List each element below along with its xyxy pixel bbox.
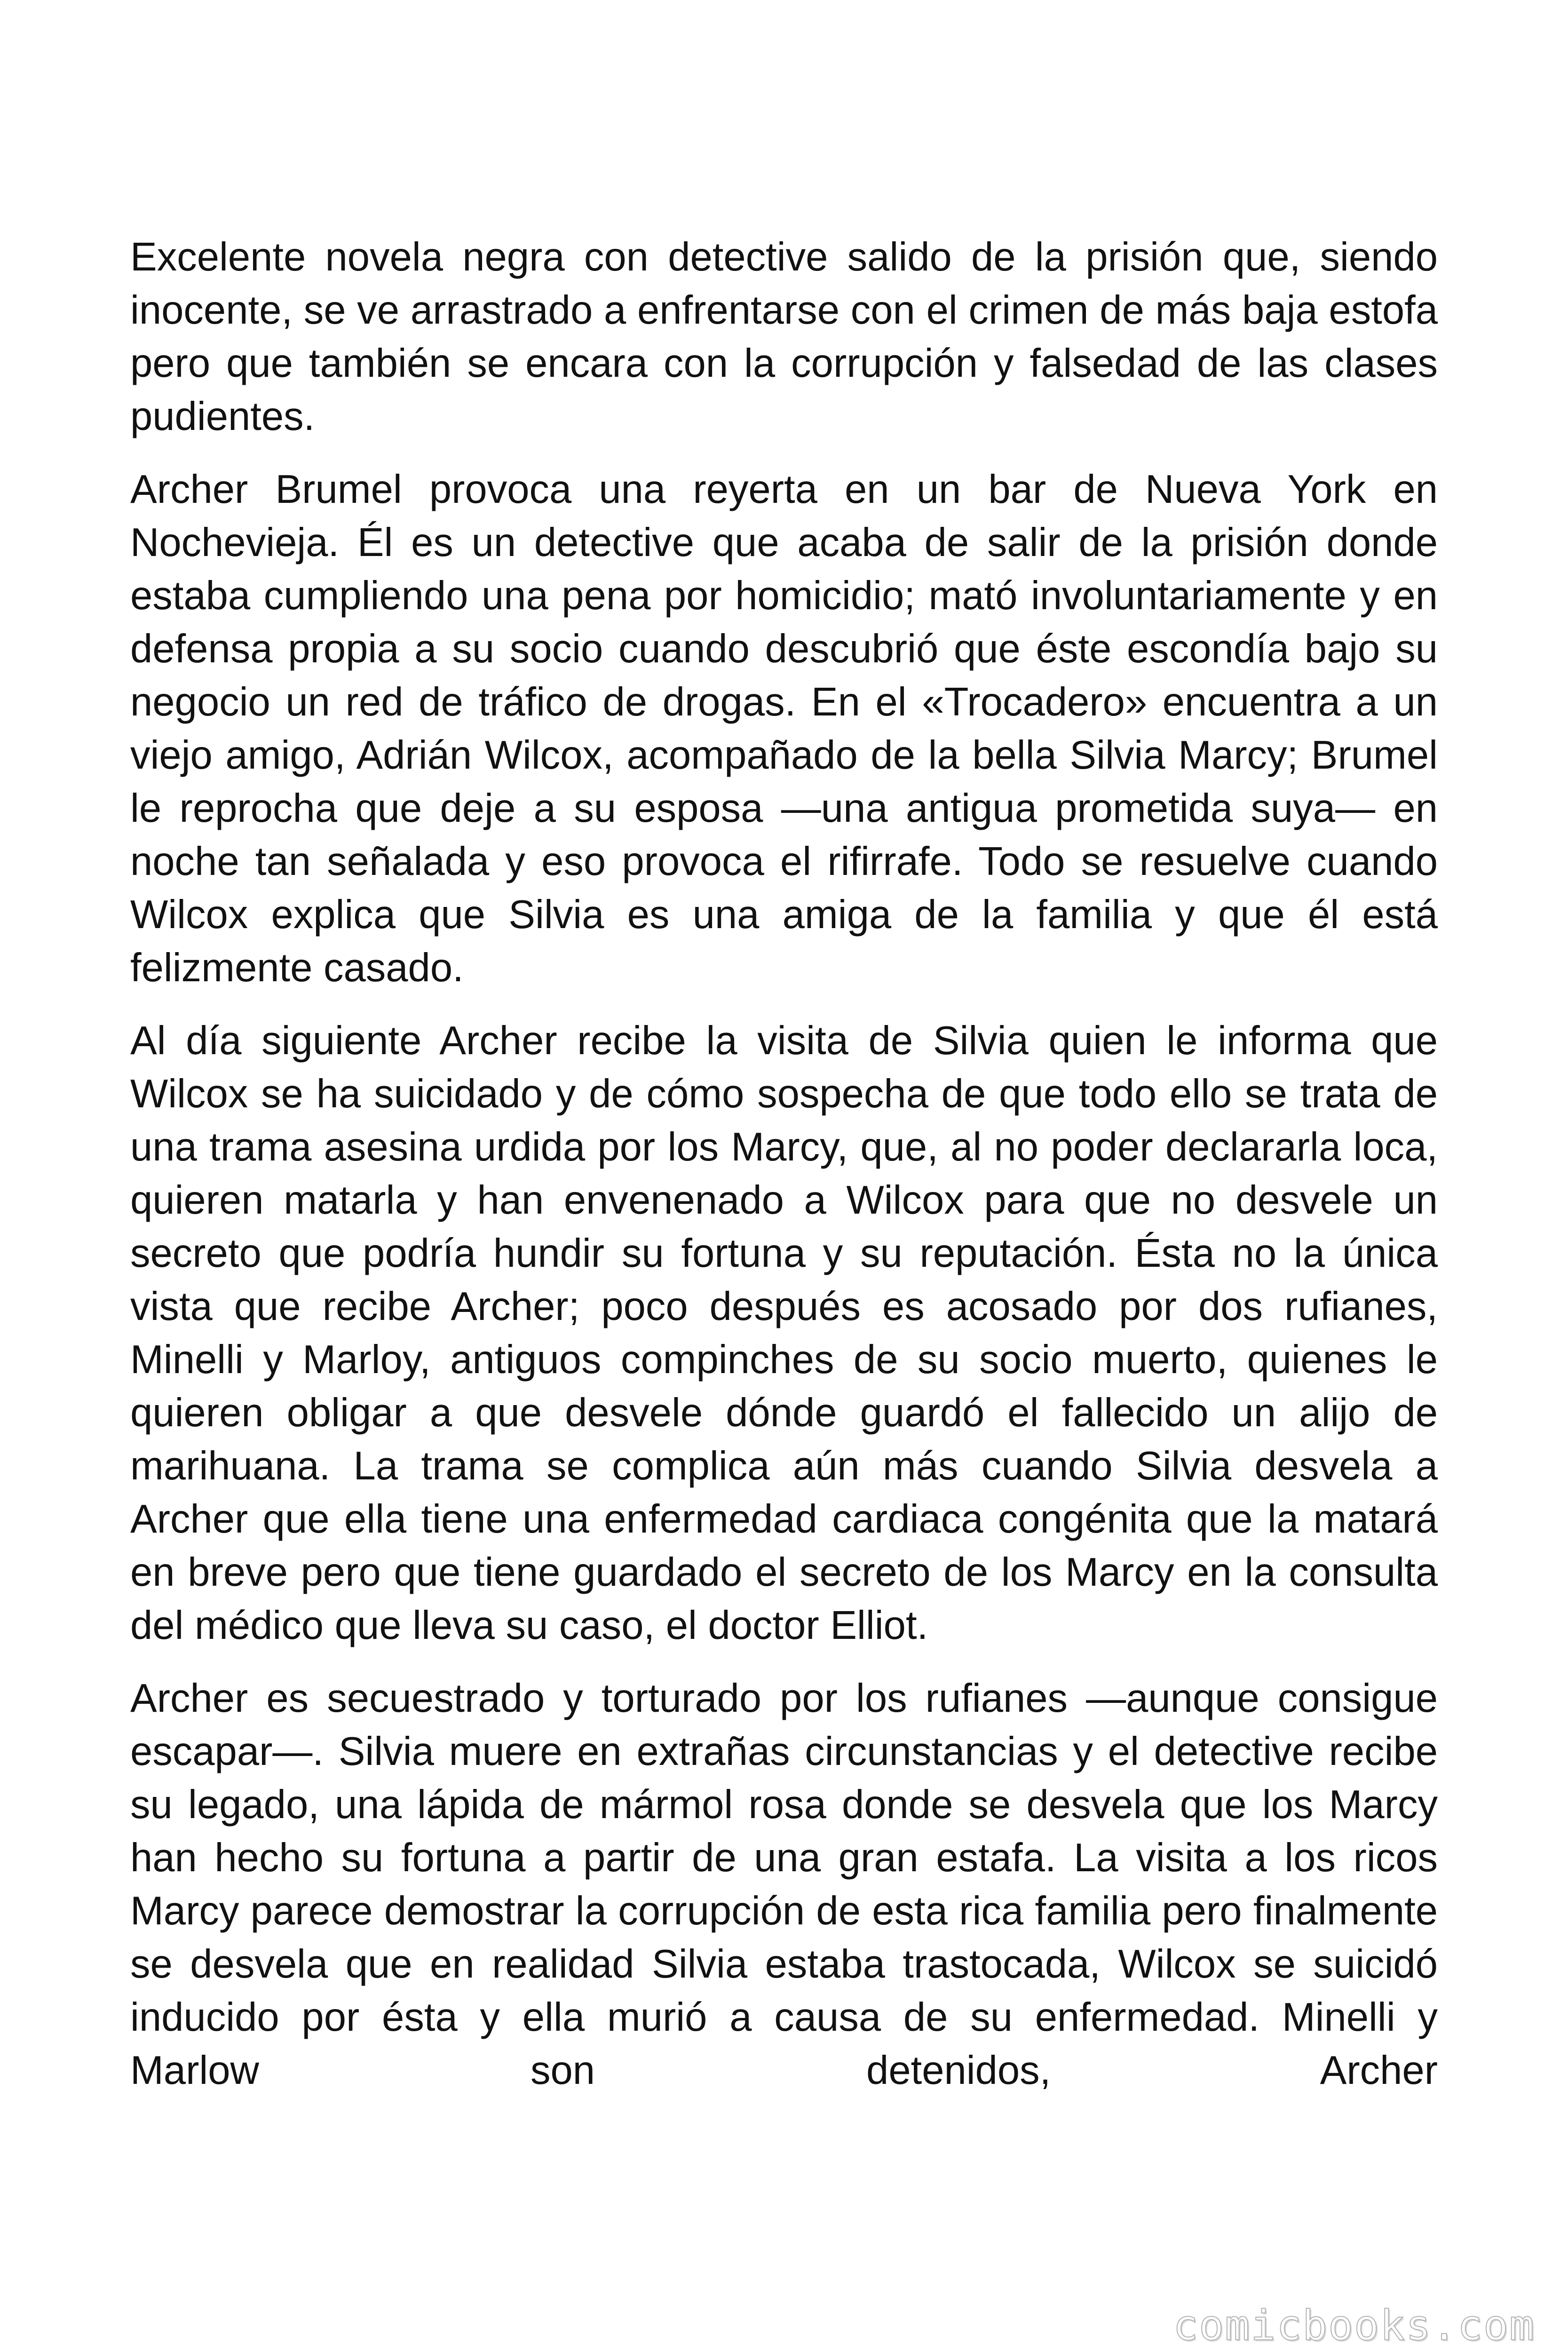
paragraph-3: Al día siguiente Archer recibe la visita de Silvia quien le informa que Wilcox se ha suicidado y de cómo sospecha de que todo ello se trata de una trama asesina urdida por los Marcy, que, al no poder declararla loca, quieren matarla y han envenenado a Wilcox para que no desvele un secreto que podría hundir su fortuna y su reputación. Ésta no la única vista que recibe Archer; poco después es acosado por dos rufianes, Minelli y Marloy, antiguos compinches de su socio muerto, quienes le quieren obligar a que desvele dónde guardó el fallecido un alijo de marihuana. La trama se complica aún más cuando Silvia desvela a Archer que ella tiene una enfermedad cardiaca congénita que la matará en breve pero que tiene guardado el secreto de los Marcy en la consulta del médico que lleva su caso, el doctor Elliot. xyxy=(130,1018,1438,1648)
body-text xyxy=(130,230,1438,2097)
paragraph-4: Archer es secuestrado y torturado por los rufianes —aunque consigue escapar—. Silvia muere en extrañas circunstancias y el detective recibe su legado, una lápida de mármol rosa donde se desvela que los Marcy han hecho su fortuna a partir de una gran estafa. La visita a los ricos Marcy parece demostrar la corrupción de esta rica familia pero finalmente se desvela que en realidad Silvia estaba trastocada, Wilcox se suicidó inducido por ésta y ella murió a causa de su enfermedad. Minelli y Marlow son detenidos, Archer xyxy=(130,1676,1438,2093)
paragraph-1: Excelente novela negra con detective salido de la prisión que, siendo inocente, se ve arrastrado a enfrentarse con el crimen de más baja estofa pero que también se encara con la corrupción y falsedad de las clases pudientes. xyxy=(130,235,1438,439)
watermark-logo: comicbooks.com xyxy=(1173,2301,1535,2350)
paragraph-2: Archer Brumel provoca una reyerta en un bar de Nueva York en Nochevieja. Él es un detective que acaba de salir de la prisión donde estaba cumpliendo una pena por homicidio; mató involuntariamente y en defensa propia a su socio cuando descubrió que éste escondía bajo su negocio un red de tráfico de drogas. En el «Trocadero» encuentra a un viejo amigo, Adrián Wilcox, acompañado de la bella Silvia Marcy; Brumel le reprocha que deje a su esposa —una antigua prometida suya— en noche tan señalada y eso provoca el rifirrafe. Todo se resuelve cuando Wilcox explica que Silvia es una amiga de la familia y que él está felizmente casado. xyxy=(130,467,1438,990)
